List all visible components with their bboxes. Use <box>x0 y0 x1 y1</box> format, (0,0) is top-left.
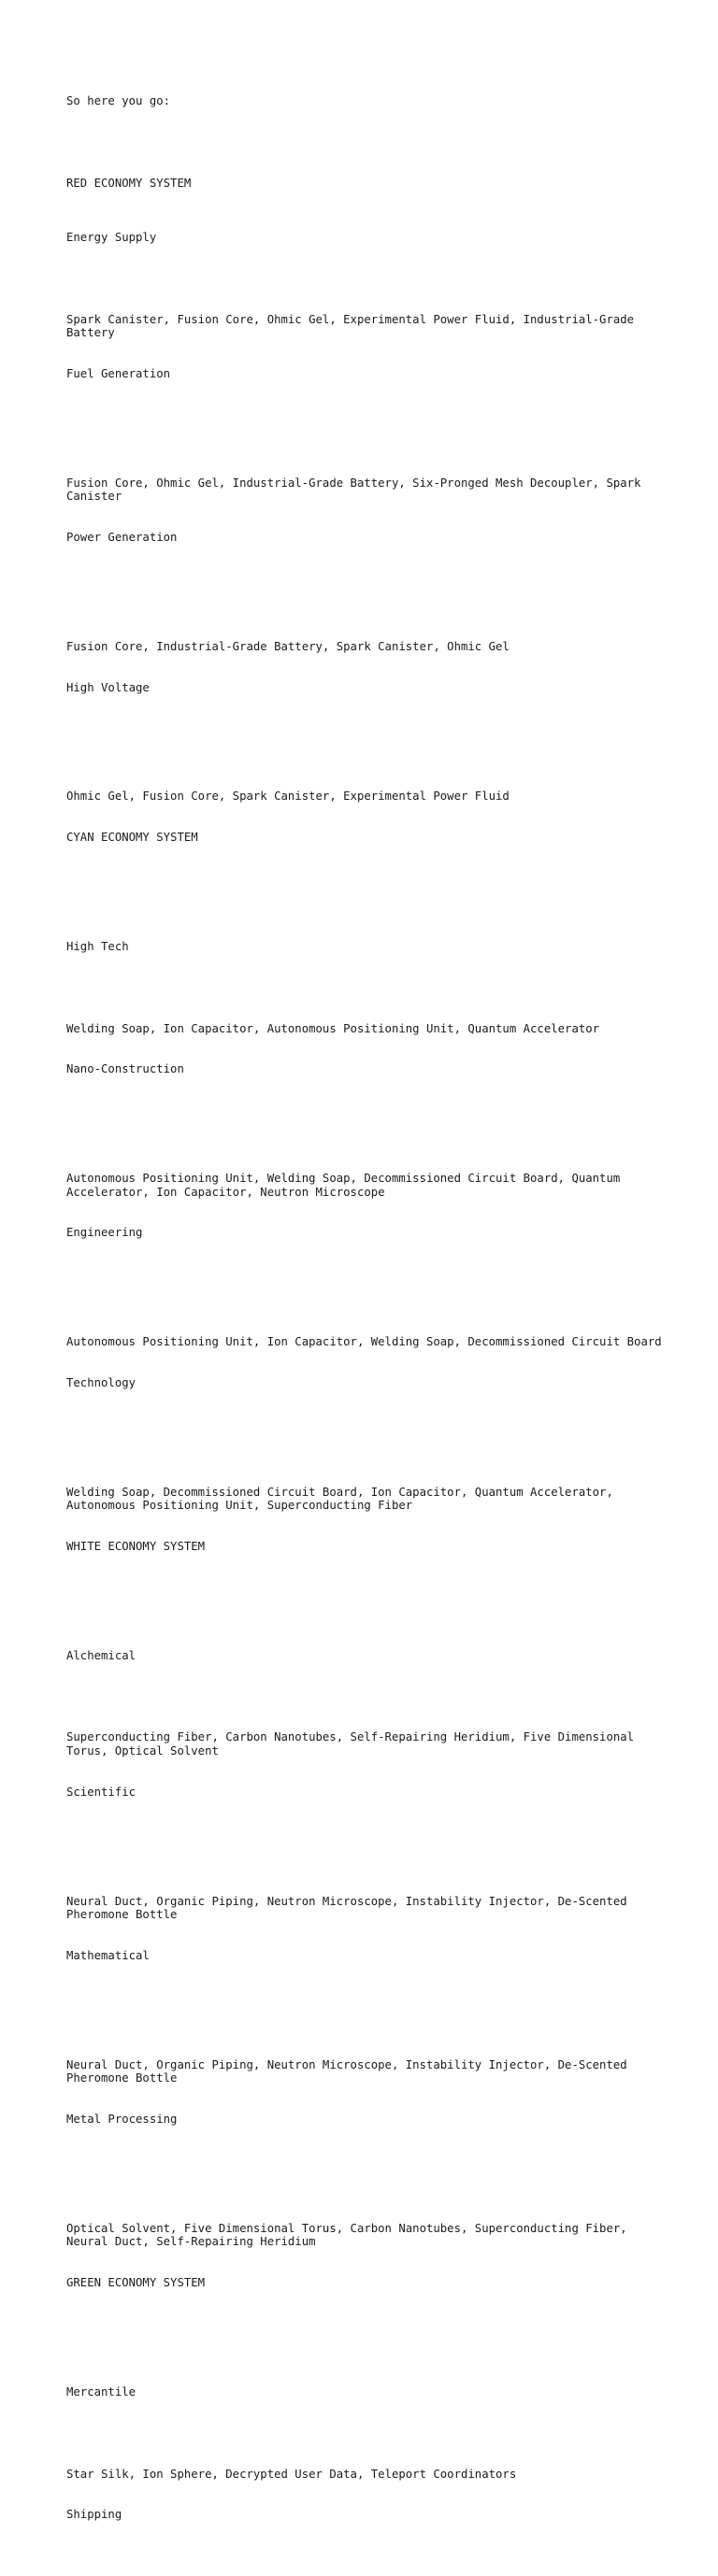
category-name: Technology <box>66 1376 136 1389</box>
category-items: Autonomous Positioning Unit, Welding Soap, Decommissioned Circuit Board, Quantum Accelerator, Ion Capacitor, Neutron Microscope <box>66 1172 627 1199</box>
category-items: Spark Canister, Fusion Core, Ohmic Gel, Experimental Power Fluid, Industrial-Grade Battery <box>66 312 641 340</box>
category-name: Energy Supply <box>66 231 157 245</box>
category-name: Metal Processing <box>66 2113 178 2127</box>
category-name: Scientific <box>66 1785 136 1799</box>
category-items: Neural Duct, Organic Piping, Neutron Microscope, Instability Injector, De-Scented Pheromone Bottle <box>66 1894 635 1922</box>
section-heading-white: WHITE ECONOMY SYSTEM <box>66 1540 206 1554</box>
category-name: High Tech <box>66 940 129 953</box>
category-items: Neural Duct, Organic Piping, Neutron Microscope, Instability Injector, De-Scented Pheromone Bottle <box>66 2057 635 2085</box>
section-heading-red: RED ECONOMY SYSTEM <box>66 176 192 190</box>
category-name: Mercantile <box>66 2384 136 2398</box>
category-items: Superconducting Fiber, Carbon Nanotubes, Self-Repairing Heridium, Five Dimensional Torus, Optical Solvent <box>66 1730 641 1758</box>
category-items: Welding Soap, Decommissioned Circuit Board, Ion Capacitor, Quantum Accelerator, Autonomous Positioning Unit, Superconducting Fiber <box>66 1485 621 1513</box>
section-heading-cyan: CYAN ECONOMY SYSTEM <box>66 831 198 845</box>
category-items: Autonomous Positioning Unit, Ion Capacitor, Welding Soap, Decommissioned Circuit Board <box>66 1335 662 1349</box>
category-name: High Voltage <box>66 680 150 694</box>
category-name: Nano-Construction <box>66 1062 184 1076</box>
category-items: Welding Soap, Ion Capacitor, Autonomous Positioning Unit, Quantum Accelerator <box>66 1021 600 1035</box>
category-items: Fusion Core, Industrial-Grade Battery, Spark Canister, Ohmic Gel <box>66 639 510 653</box>
document-page <box>66 67 665 2576</box>
category-name: Engineering <box>66 1226 143 1240</box>
category-items: Fusion Core, Ohmic Gel, Industrial-Grade Battery, Six-Pronged Mesh Decoupler, Spark Canister <box>66 476 648 504</box>
category-name: Alchemical <box>66 1648 136 1662</box>
category-items: Ohmic Gel, Fusion Core, Spark Canister, Experimental Power Fluid <box>66 790 510 804</box>
category-items: Star Silk, Ion Sphere, Decrypted User Data, Teleport Coordinators <box>66 2467 517 2481</box>
category-name: Fuel Generation <box>66 367 171 381</box>
category-name: Shipping <box>66 2508 122 2522</box>
category-items: Optical Solvent, Five Dimensional Torus, Carbon Nanotubes, Superconducting Fiber, Neural Duct, Self-Repairing Heridium <box>66 2221 635 2249</box>
category-name: Mathematical <box>66 1948 150 1962</box>
category-name: Power Generation <box>66 531 178 545</box>
intro-text: So here you go: <box>66 94 171 108</box>
section-heading-green: GREEN ECONOMY SYSTEM <box>66 2276 206 2290</box>
